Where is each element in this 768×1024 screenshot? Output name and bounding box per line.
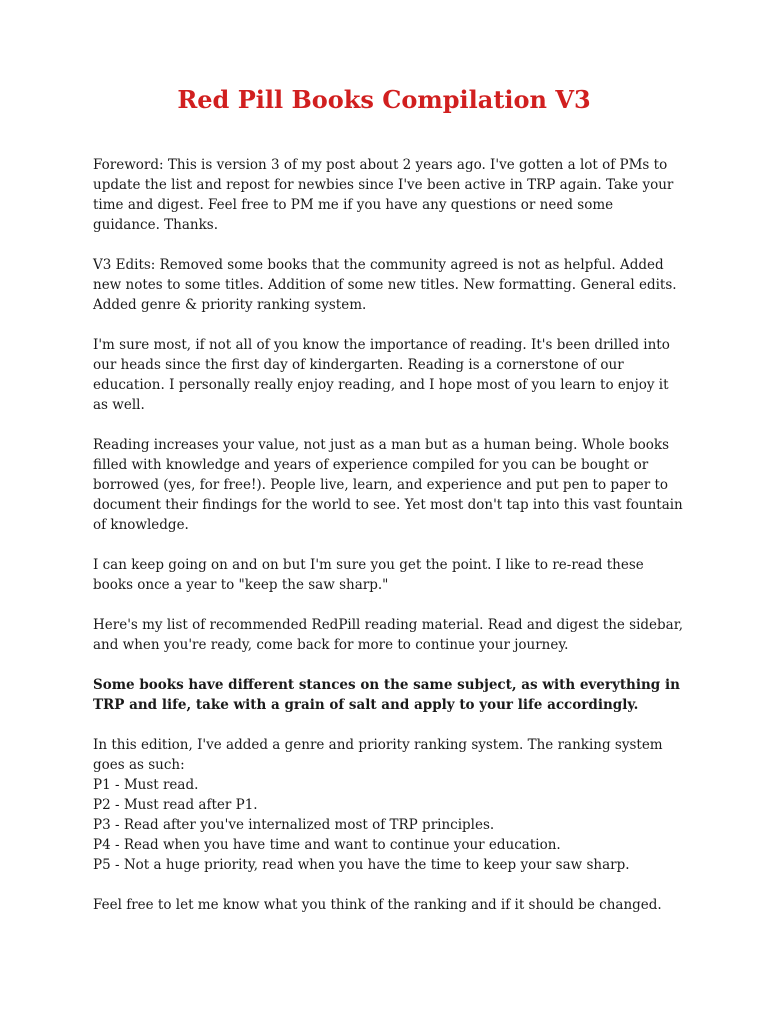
ranking-item-p1: P1 - Must read. bbox=[93, 777, 199, 793]
list-intro-paragraph: Here's my list of recommended RedPill reading material. Read and digest the sidebar, and when you're ready, come back for more to continue your journey. bbox=[93, 617, 683, 653]
document-body bbox=[93, 155, 683, 935]
ranking-list bbox=[93, 775, 683, 875]
document-title: Red Pill Books Compilation V3 bbox=[177, 85, 591, 114]
ranking-item-p4: P4 - Read when you have time and want to continue your education. bbox=[93, 837, 561, 853]
ranking-item-p5: P5 - Not a huge priority, read when you have the time to keep your saw sharp. bbox=[93, 857, 630, 873]
foreword-paragraph: Foreword: This is version 3 of my post about 2 years ago. I've gotten a lot of PMs to update the list and repost for newbies since I've been active in TRP again. Take your time and digest. Feel free to PM me if you have any questions or need some guidance. Thanks. bbox=[93, 157, 674, 233]
edition-intro-paragraph: In this edition, I've added a genre and priority ranking system. The ranking system goes as such: bbox=[93, 737, 663, 773]
ranking-item-p3: P3 - Read after you've internalized most of TRP principles. bbox=[93, 817, 495, 833]
value-paragraph: Reading increases your value, not just as a man but as a human being. Whole books filled with knowledge and years of experience compiled for you can be bought or borrowed (yes, for free!). People live, learn, and experience and put pen to paper to document their findings for the world to see. Yet most don't tap into this vast fountain of knowledge. bbox=[93, 437, 683, 533]
stances-note-paragraph: Some books have different stances on the same subject, as with everything in TRP and life, take with a grain of salt and apply to your life accordingly. bbox=[93, 677, 680, 713]
closing-paragraph: Feel free to let me know what you think of the ranking and if it should be changed. bbox=[93, 897, 662, 913]
keep-going-paragraph: I can keep going on and on but I'm sure you get the point. I like to re-read these books once a year to "keep the saw sharp." bbox=[93, 557, 644, 593]
ranking-item-p2: P2 - Must read after P1. bbox=[93, 797, 258, 813]
v3-edits-paragraph: V3 Edits: Removed some books that the community agreed is not as helpful. Added new notes to some titles. Addition of some new titles. New formatting. General edits. Added genre & priority ranking system. bbox=[93, 257, 677, 313]
ranking-section bbox=[93, 735, 683, 875]
importance-paragraph: I'm sure most, if not all of you know the importance of reading. It's been drilled into our heads since the first day of kindergarten. Reading is a cornerstone of our education. I personally really enjoy reading, and I hope most of you learn to enjoy it as well. bbox=[93, 337, 670, 413]
